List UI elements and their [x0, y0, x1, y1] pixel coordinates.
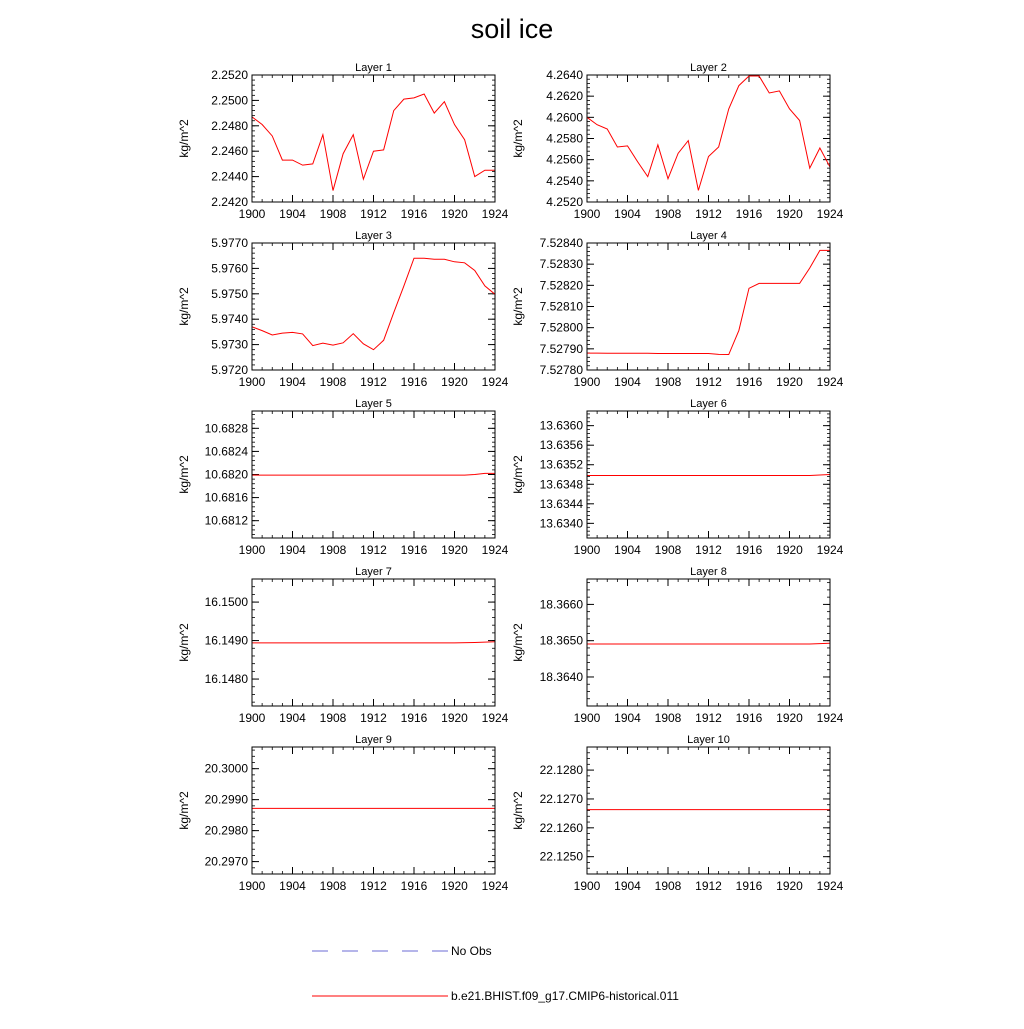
x-tick-label: 1920	[776, 879, 803, 893]
x-tick-label: 1912	[695, 543, 722, 557]
x-tick-label: 1908	[654, 375, 682, 389]
y-tick-label: 7.52790	[539, 341, 583, 356]
x-tick-label: 1924	[481, 543, 509, 557]
y-tick-label: 18.3640	[539, 669, 583, 684]
x-tick-label: 1916	[735, 375, 763, 389]
x-tick-label: 1912	[695, 879, 722, 893]
chart-5	[177, 398, 509, 557]
x-tick-label: 1904	[279, 879, 306, 893]
x-tick-label: 1920	[441, 879, 468, 893]
series-line	[587, 250, 830, 354]
chart-3	[177, 230, 509, 389]
x-tick-label: 1908	[319, 879, 347, 893]
x-tick-label: 1912	[360, 711, 387, 725]
chart-title: Layer 2	[690, 62, 727, 74]
x-tick-label: 1924	[816, 711, 844, 725]
y-tick-label: 10.6824	[204, 444, 248, 459]
x-tick-label: 1908	[319, 543, 347, 557]
y-tick-label: 5.9760	[211, 261, 248, 276]
x-tick-label: 1924	[816, 879, 844, 893]
y-tick-label: 4.2560	[546, 152, 583, 167]
x-tick-label: 1908	[654, 207, 682, 221]
chart-7	[177, 566, 509, 725]
x-tick-label: 1908	[654, 711, 682, 725]
y-tick-label: 5.9720	[211, 363, 248, 377]
x-tick-label: 1908	[654, 879, 682, 893]
legend-obs-label: No Obs	[451, 944, 492, 958]
y-axis-label: kg/m^2	[511, 623, 525, 662]
y-axis-label: kg/m^2	[177, 623, 191, 662]
chart-8	[511, 566, 844, 725]
x-tick-label: 1912	[695, 375, 722, 389]
y-tick-label: 18.3660	[539, 597, 583, 612]
y-tick-label: 13.6344	[539, 496, 583, 511]
y-tick-label: 16.1480	[204, 672, 248, 687]
x-tick-label: 1912	[360, 207, 387, 221]
x-tick-label: 1912	[360, 543, 387, 557]
x-tick-label: 1900	[238, 375, 266, 389]
x-tick-label: 1904	[614, 207, 641, 221]
y-tick-label: 20.3000	[204, 761, 248, 776]
y-tick-label: 22.1280	[539, 763, 583, 778]
x-tick-label: 1920	[776, 711, 803, 725]
y-axis-label: kg/m^2	[177, 287, 191, 326]
x-tick-label: 1924	[481, 375, 509, 389]
y-tick-label: 4.2640	[546, 68, 583, 82]
plot-frame	[252, 747, 495, 874]
chart-2	[511, 62, 844, 221]
x-tick-label: 1924	[816, 543, 844, 557]
y-axis-label: kg/m^2	[511, 287, 525, 326]
x-tick-label: 1920	[441, 711, 468, 725]
y-tick-label: 20.2980	[204, 823, 248, 838]
x-tick-label: 1916	[400, 543, 428, 557]
y-tick-label: 22.1250	[539, 849, 583, 864]
x-tick-label: 1916	[735, 711, 763, 725]
series-line	[252, 258, 495, 349]
x-tick-label: 1916	[400, 879, 428, 893]
y-tick-label: 16.1500	[204, 595, 248, 610]
x-tick-label: 1916	[400, 711, 428, 725]
x-tick-label: 1900	[573, 879, 601, 893]
x-tick-label: 1920	[441, 207, 468, 221]
x-tick-label: 1924	[816, 207, 844, 221]
x-tick-label: 1904	[614, 375, 641, 389]
x-tick-label: 1912	[695, 207, 722, 221]
plot-frame	[587, 747, 830, 874]
chart-title: Layer 6	[690, 398, 727, 410]
chart-1	[177, 62, 509, 221]
y-axis-label: kg/m^2	[511, 119, 525, 158]
y-axis-label: kg/m^2	[177, 119, 191, 158]
chart-10	[511, 734, 844, 893]
y-axis-label: kg/m^2	[511, 455, 525, 494]
legend	[312, 944, 679, 1003]
legend-model-label: b.e21.BHIST.f09_g17.CMIP6-historical.011	[451, 989, 679, 1003]
y-tick-label: 5.9750	[211, 286, 248, 301]
y-tick-label: 4.2580	[546, 131, 583, 146]
x-tick-label: 1900	[238, 711, 266, 725]
y-tick-label: 5.9740	[211, 312, 248, 327]
chart-title: Layer 5	[355, 398, 392, 410]
y-tick-label: 2.2440	[211, 169, 248, 184]
x-tick-label: 1904	[279, 543, 306, 557]
x-tick-label: 1904	[279, 207, 306, 221]
plot-frame	[587, 411, 830, 538]
chart-title: Layer 8	[690, 566, 727, 578]
plot-frame	[587, 243, 830, 370]
y-tick-label: 7.52830	[539, 257, 583, 272]
x-tick-label: 1904	[614, 879, 641, 893]
y-tick-label: 4.2540	[546, 173, 583, 188]
y-tick-label: 16.1490	[204, 633, 248, 648]
x-tick-label: 1900	[573, 543, 601, 557]
chart-title: Layer 7	[355, 566, 392, 578]
y-tick-label: 22.1270	[539, 791, 583, 806]
x-tick-label: 1920	[776, 375, 803, 389]
x-tick-label: 1908	[319, 375, 347, 389]
x-tick-label: 1900	[573, 711, 601, 725]
x-tick-label: 1924	[481, 207, 509, 221]
x-tick-label: 1916	[735, 543, 763, 557]
y-tick-label: 2.2460	[211, 144, 248, 159]
y-axis-label: kg/m^2	[511, 791, 525, 830]
y-axis-label: kg/m^2	[177, 455, 191, 494]
y-tick-label: 20.2970	[204, 854, 248, 869]
x-tick-label: 1900	[573, 207, 601, 221]
x-tick-label: 1904	[279, 375, 306, 389]
y-tick-label: 2.2520	[211, 68, 248, 82]
series-line	[587, 643, 830, 644]
x-tick-label: 1924	[481, 711, 509, 725]
y-tick-label: 4.2620	[546, 89, 583, 104]
y-tick-label: 4.2600	[546, 110, 583, 125]
x-tick-label: 1908	[319, 207, 347, 221]
series-line	[252, 473, 495, 475]
chart-title: Layer 4	[690, 230, 727, 242]
y-tick-label: 7.52780	[539, 363, 583, 377]
y-tick-label: 5.9770	[211, 236, 248, 250]
y-tick-label: 2.2500	[211, 93, 248, 108]
x-tick-label: 1900	[573, 375, 601, 389]
chart-4	[511, 230, 844, 389]
figure-title: soil ice	[470, 14, 554, 44]
y-tick-label: 10.6828	[204, 421, 248, 436]
y-tick-label: 20.2990	[204, 792, 248, 807]
x-tick-label: 1900	[238, 207, 266, 221]
y-tick-label: 10.6816	[204, 490, 248, 505]
y-tick-label: 13.6340	[539, 516, 583, 531]
series-line	[252, 94, 495, 191]
x-tick-label: 1912	[695, 711, 722, 725]
series-line	[252, 642, 495, 643]
chart-title: Layer 3	[355, 230, 392, 242]
x-tick-label: 1912	[360, 375, 387, 389]
x-tick-label: 1920	[776, 543, 803, 557]
y-tick-label: 18.3650	[539, 633, 583, 648]
y-tick-label: 22.1260	[539, 820, 583, 835]
x-tick-label: 1916	[735, 207, 763, 221]
x-tick-label: 1920	[776, 207, 803, 221]
plot-frame	[587, 75, 830, 202]
y-tick-label: 13.6352	[539, 457, 583, 472]
chart-9	[177, 734, 509, 893]
x-tick-label: 1924	[816, 375, 844, 389]
y-tick-label: 5.9730	[211, 337, 248, 352]
plot-frame	[587, 579, 830, 706]
plot-frame	[252, 75, 495, 202]
series-line	[587, 76, 830, 190]
x-tick-label: 1904	[614, 711, 641, 725]
y-axis-label: kg/m^2	[177, 791, 191, 830]
y-tick-label: 2.2480	[211, 118, 248, 133]
x-tick-label: 1908	[654, 543, 682, 557]
y-tick-label: 2.2420	[211, 195, 248, 209]
x-tick-label: 1908	[319, 711, 347, 725]
x-tick-label: 1920	[441, 375, 468, 389]
x-tick-label: 1904	[614, 543, 641, 557]
x-tick-label: 1916	[735, 879, 763, 893]
y-tick-label: 7.52810	[539, 299, 583, 314]
chart-6	[511, 398, 844, 557]
y-tick-label: 13.6360	[539, 418, 583, 433]
x-tick-label: 1916	[400, 375, 428, 389]
x-tick-label: 1904	[279, 711, 306, 725]
y-tick-label: 13.6356	[539, 438, 583, 453]
y-tick-label: 10.6820	[204, 467, 248, 482]
x-tick-label: 1900	[238, 543, 266, 557]
x-tick-label: 1912	[360, 879, 387, 893]
y-tick-label: 4.2520	[546, 195, 583, 209]
y-tick-label: 7.52820	[539, 278, 583, 293]
plot-frame	[252, 411, 495, 538]
chart-title: Layer 1	[355, 62, 392, 74]
y-tick-label: 7.52840	[539, 236, 583, 250]
chart-title: Layer 9	[355, 734, 392, 746]
chart-title: Layer 10	[687, 734, 730, 746]
y-tick-label: 10.6812	[204, 513, 248, 528]
x-tick-label: 1924	[481, 879, 509, 893]
x-tick-label: 1916	[400, 207, 428, 221]
y-tick-label: 7.52800	[539, 320, 583, 335]
x-tick-label: 1900	[238, 879, 266, 893]
y-tick-label: 13.6348	[539, 477, 583, 492]
x-tick-label: 1920	[441, 543, 468, 557]
series-line	[587, 475, 830, 476]
